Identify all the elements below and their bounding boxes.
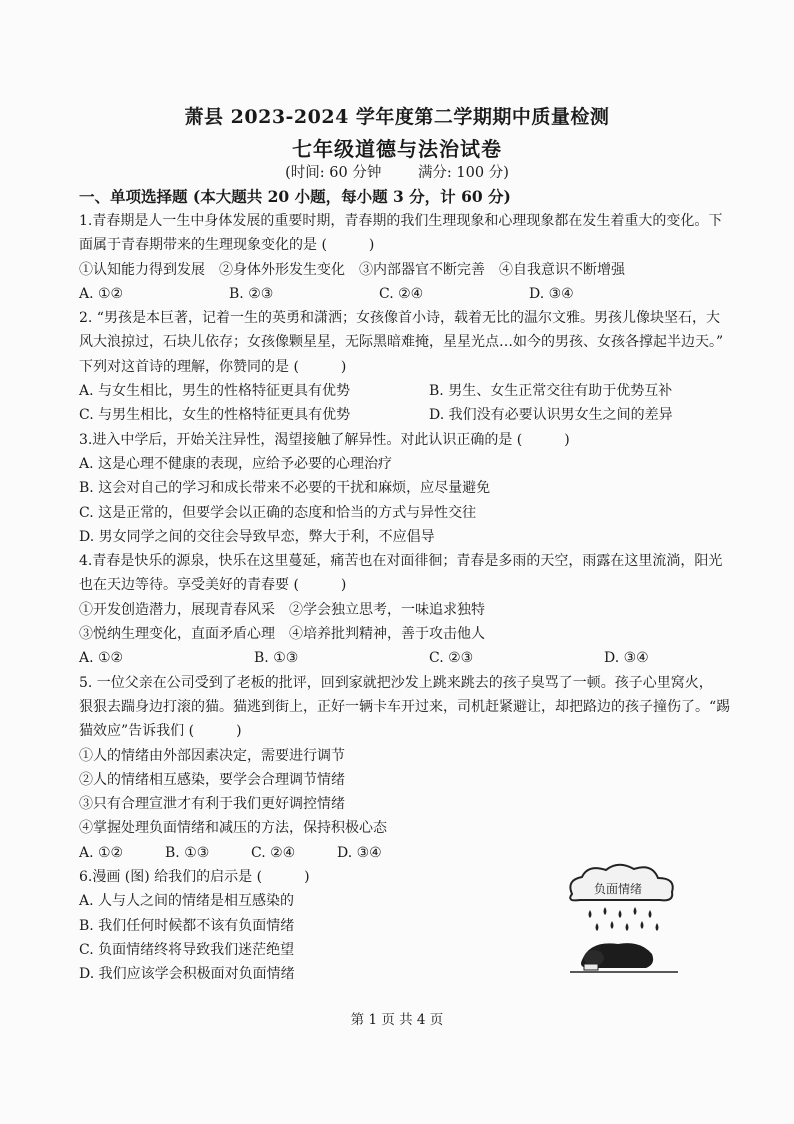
q4-items-2: ③悦纳生理变化，直面矛盾心理 ④培养批判精神，善于攻击他人 — [79, 626, 485, 643]
q4-option-a[interactable]: A. ①② — [79, 650, 124, 667]
q2-option-a[interactable]: A. 与女生相比，男生的性格特征更具有优势 — [79, 383, 351, 400]
q1-option-c[interactable]: C. ②④ — [379, 285, 424, 302]
q5-item-3: ③只有合理宣泄才有利于我们更好调控情绪 — [79, 796, 345, 813]
exam-meta — [0, 161, 794, 182]
q5-item-1: ①人的情绪由外部因素决定，需要进行调节 — [79, 747, 345, 764]
q3-option-b[interactable]: B. 这会对自己的学习和成长带来不必要的干扰和麻烦，应尽量避免 — [79, 480, 491, 497]
q6-option-b[interactable]: B. 我们任何时候都不该有负面情绪 — [79, 917, 295, 934]
exam-subtitle: 七年级道德与法治试卷 — [292, 137, 502, 161]
q6-option-c[interactable]: C. 负面情绪终将导致我们迷茫绝望 — [79, 941, 295, 958]
q1-option-a[interactable]: A. ①② — [79, 285, 124, 302]
q5-option-c[interactable]: C. ②④ — [251, 844, 296, 861]
q3-option-d[interactable]: D. 男女同学之间的交往会导致早恋，弊大于利，不应倡导 — [79, 528, 435, 545]
q1-items: ①认知能力得到发展 ②身体外形发生变化 ③内部器官不断完善 ④自我意识不断增强 — [79, 261, 625, 278]
q5-option-b[interactable]: B. ①③ — [165, 844, 210, 861]
q3-option-a[interactable]: A. 这是心理不健康的表现，应给予必要的心理治疗 — [79, 455, 393, 472]
exam-score: 满分: 100 分) — [417, 165, 509, 181]
q5-stem-line3: 猫效应”告诉我们 ( ) — [79, 723, 242, 740]
cartoon-label: 负面情绪 — [593, 882, 643, 896]
q1-stem-line2: 面属于青春期带来的生理现象变化的是 ( ) — [79, 237, 375, 254]
exam-title: 萧县 2023-2024 学年度第二学期期中质量检测 — [184, 106, 610, 128]
q5-item-2: ②人的情绪相互感染，要学会合理调节情绪 — [79, 771, 345, 788]
q4-option-d[interactable]: D. ③④ — [604, 650, 649, 667]
page-footer: 第 1 页 共 4 页 — [350, 1012, 444, 1028]
q4-stem-line1: 4.青春是快乐的源泉，快乐在这里蔓延，痛苦也在对面徘徊；青春是多雨的天空，雨露在这里流淌，阳光 — [79, 553, 723, 570]
q6-cartoon — [560, 860, 690, 980]
q5-item-4: ④掌握处理负面情绪和减压的方法，保持积极心态 — [79, 820, 387, 837]
q1-stem-line1: 1.青春期是人一生中身体发展的重要时期，青春期的我们生理现象和心理现象都在发生着重大的变化。下 — [79, 213, 723, 229]
q4-options — [79, 646, 779, 670]
q3-stem: 3.进入中学后，开始关注异性，渴望接触了解异性。对此认识正确的是 ( ) — [79, 431, 570, 448]
q2-options-row2 — [79, 403, 779, 427]
q6-stem: 6.漫画 (图) 给我们的启示是 ( ) — [79, 869, 310, 886]
q2-options-row1 — [79, 379, 779, 403]
q2-option-d[interactable]: D. 我们没有必要认识男女生之间的差异 — [429, 407, 673, 424]
section-title: 一、单项选择题 (本大题共 20 小题，每小题 3 分，计 60 分) — [79, 187, 511, 206]
q4-stem-line2: 也在天边等待。享受美好的青春要 ( ) — [79, 577, 347, 594]
rain-cloud-icon — [560, 860, 690, 980]
q5-option-d[interactable]: D. ③④ — [337, 844, 382, 861]
q1-option-d[interactable]: D. ③④ — [529, 285, 574, 302]
q3-option-c[interactable]: C. 这是正常的，但要学会以正确的态度和恰当的方式与异性交往 — [79, 504, 477, 521]
q4-items-1: ①开发创造潜力，展现青春风采 ②学会独立思考，一味追求独特 — [79, 601, 485, 618]
q6-option-d[interactable]: D. 我们应该学会积极面对负面情绪 — [79, 966, 295, 983]
raindrops — [589, 907, 659, 931]
q4-option-b[interactable]: B. ①③ — [254, 650, 299, 667]
q2-option-b[interactable]: B. 男生、女生正常交往有助于优势互补 — [429, 383, 673, 400]
q4-option-c[interactable]: C. ②③ — [429, 650, 474, 667]
exam-time: (时间: 60 分钟 — [285, 165, 382, 181]
q1-options — [79, 282, 779, 306]
q6-option-a[interactable]: A. 人与人之间的情绪是相互感染的 — [79, 893, 295, 910]
q5-stem-line2: 狠狠去踹身边打滚的猫。猫逃到街上，正好一辆卡车开过来，司机赶紧避让，却把路边的孩子撞伤了。“踢 — [79, 698, 731, 715]
q1-option-b[interactable]: B. ②③ — [229, 285, 274, 302]
q2-option-c[interactable]: C. 与男生相比，女生的性格特征更具有优势 — [79, 407, 351, 424]
q5-stem-line1: 5. 一位父亲在公司受到了老板的批评，回到家就把沙发上跳来跳去的孩子臭骂了一顿。孩子心里窝火， — [79, 674, 713, 691]
crouched-person — [570, 943, 678, 972]
q2-stem-line3: 下列对这首诗的理解，你赞同的是 ( ) — [79, 358, 347, 375]
q2-stem-line2: 风大浪掠过，石块儿依存；女孩像颗星星，无际黑暗难掩，星星光点…如今的男孩、女孩各撑起半边天。” — [79, 334, 724, 351]
q5-option-a[interactable]: A. ①② — [79, 844, 124, 861]
q2-stem-line1: 2. “男孩是本巨著，记着一生的英勇和潇洒；女孩像首小诗，载着无比的温尔文雅。男孩儿像块坚石，大 — [79, 310, 720, 327]
